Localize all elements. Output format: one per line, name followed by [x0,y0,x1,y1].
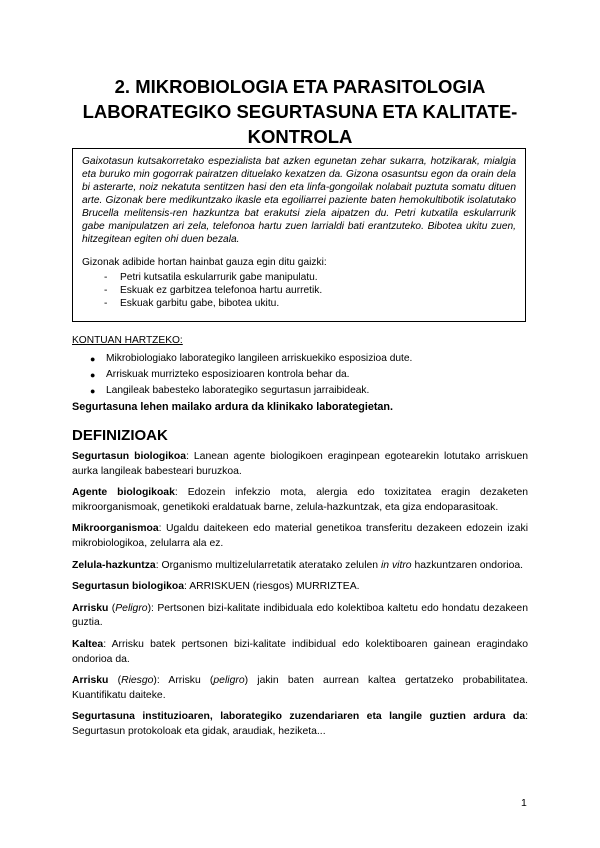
bullet-icon: ● [90,354,96,364]
definition-item: Arrisku (Peligro): Pertsonen bizi-kalitate indibiduala edo kolektiboa kaltetu edo hondatu dezakeen guztia. [72,602,528,629]
title-line-2: LABORATEGIKO SEGURTASUNA ETA KALITATE- [82,101,518,122]
mistake-item: - Petri kutsatila eskularrurik gabe manipulatu. [104,272,318,283]
case-study-intro: Gizonak adibide hortan hainbat gauza egin ditu gaizki: [82,257,327,268]
definition-item: Segurtasun biologikoa: ARRISKUEN (riesgos) MURRIZTEA. [72,581,360,593]
definitions-heading: DEFINIZIOAK [72,427,168,444]
bullet-icon: ● [90,370,96,380]
definition-item: Arrisku (Riesgo): Arrisku (peligro) jakin baten aurrean kaltea gertatzeko probabilitatea. Kuantifikatu daiteke. [72,675,528,701]
kontuan-section [72,334,412,399]
dash-marker: - [104,298,108,309]
page-title [72,74,528,149]
definition-item: Agente biologikoak: Edozein infekzio mota, alergia edo toxizitatea eragin dezaketen mikroorganismoak, genetikoki eraldatuak barne, zelula-hazkuntzak, eta giza endoparasitoak. [72,487,529,513]
definition-item: Kaltea: Arrisku batek pertsonen bizi-kalitate indibidual edo kolektiboaren gainean eragindako ondorioa da. [72,638,528,665]
title-line-3: KONTROLA [247,126,353,147]
kontuan-label: KONTUAN HARTZEKO: [72,335,183,346]
kontuan-list [72,351,412,399]
mistake-item: - Eskuak ez garbitzea telefonoa hartu aurretik. [104,285,323,296]
mistake-item: - Eskuak garbitu gabe, bibotea ukitu. [104,298,280,309]
definition-item: Zelula-hazkuntza: Organismo multizelularretatik ateratako zelulen in vitro hazkuntzaren ondorioa. [72,559,524,571]
bullet-icon: ● [90,386,96,396]
definition-item: Mikroorganismoa: Ugaldu daitekeen edo material genetikoa transferitu dezakeen edozein izaki mikrobiologikoa, zelularra ala ez. [72,523,529,549]
key-statement: Segurtasuna lehen mailako ardura da klinikako laborategietan. [72,401,394,413]
kontuan-item: ● Mikrobiologiako laborategiko langileen arriskuekiko esposizioa dute. [90,351,412,367]
page-number: 1 [521,797,527,809]
mistakes-list [82,271,516,310]
kontuan-item: ● Arriskuak murrizteko esposizioaren kontrola behar da. [90,367,412,383]
definition-item: Segurtasun biologikoa: Lanean agente biologikoen eraginpean egotearekin lotutako arriskuen aurka langileak babesteari buruzkoa. [72,451,529,477]
title-line-1: 2. MIKROBIOLOGIA ETA PARASITOLOGIA [114,76,486,97]
dash-marker: - [104,285,108,296]
case-study-text: Gaixotasun kutsakorretako espezialista bat azken egunetan zehar sukarra, hotzikarak, mialgia eta buruko min gogorrak pairatzen dituelako kexatzen da. Gizona osasuntsu egon da orain dela bi asterarte, noiz nekatuta sentitzen hasi den eta linfa-gongoilak nolabait puztuta somatu dituen arte. Gizonak bere medikuntzako ikasle eta egoiliarrei paziente baten hemokultibotik isolatutako Brucella melitensis-ren hazkuntza bat erakutsi ziela aipatzen du. Petri kutxatila eskularrurik gabe manipulatzen ari zela, telefonoa hartu zuen larrialdi bati erantzuteko. Bibotea ukitu zuen, hitzegitean egiten ohi duen bezala. [82,156,516,245]
definition-item: Segurtasuna instituzioaren, laborategiko zuzendariaren eta langile guztien ardura da: Segurtasun protokoloak eta gidak, araudiak, heziketa... [72,711,528,737]
kontuan-item: ● Langileak babesteko laborategiko segurtasun jarraibideak. [90,383,412,399]
dash-marker: - [104,272,108,283]
definitions-list [72,450,528,747]
case-study-box [72,148,526,322]
